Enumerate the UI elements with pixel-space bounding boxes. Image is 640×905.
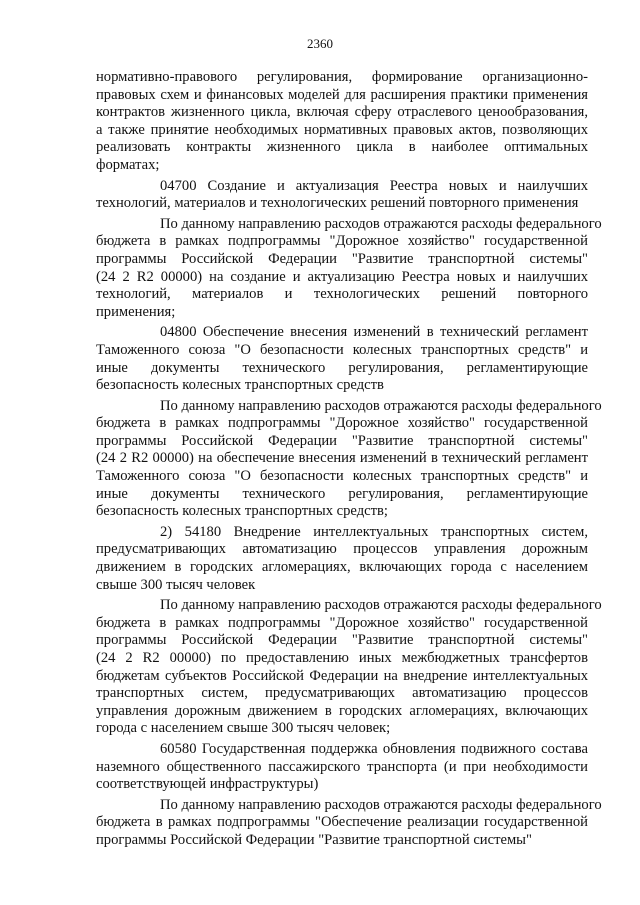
text-line: транспортных систем, предусматривающих автоматизацию процессов [96,685,588,702]
text-line: 04700 Создание и актуализация Реестра новых и наилучших [160,177,588,194]
text-line: бюджета в рамках подпрограммы "Обеспечение реализации государственной [96,814,588,831]
text-line: бюджета в рамках подпрограммы "Дорожное хозяйство" государственной [96,233,588,250]
text-line: 2) 54180 Внедрение интеллектуальных транспортных систем, [160,523,588,540]
paragraph [96,324,588,394]
paragraph [96,178,588,213]
text-line: соответствующей инфраструктуры) [96,776,319,793]
text-line: программы Российской Федерации "Развитие транспортной системы" [96,250,588,267]
text-line: бюджета в рамках подпрограммы "Дорожное хозяйство" государственной [96,614,588,631]
text-line: По данному направлению расходов отражаются расходы федерального [160,597,602,614]
text-line: 60580 Государственная поддержка обновления подвижного состава [160,740,588,757]
text-line: движением в городских агломерациях, включающих города с населением [96,559,588,576]
text-line: 04800 Обеспечение внесения изменений в технический регламент [160,324,588,341]
text-line: безопасность колесных транспортных средств [96,377,384,394]
text-line: управления дорожным движением в городских агломерациях, включающих [96,702,588,719]
text-line: Таможенного союза "О безопасности колесных транспортных средств" и [96,468,588,485]
page-number: 2360 [307,36,333,51]
paragraph [96,215,602,322]
text-line: реализовать контракты жизненного цикла в наиболее оптимальных [96,139,588,156]
text-line: предусматривающих автоматизацию процессов управления дорожным [96,541,588,558]
paragraph [96,69,588,175]
text-line: иные документы технического регулирования, регламентирующие [96,359,588,376]
text-line: программы Российской Федерации "Развитие транспортной системы" [96,632,588,649]
text-line: наземного общественного пассажирского транспорта (и при необходимости [96,758,588,775]
text-line: (24 2 R2 00000) по предоставлению иных межбюджетных трансфертов [96,650,588,666]
text-line: (24 2 R2 00000) на обеспечение внесения изменений в технический регламент [96,450,588,467]
text-line: Таможенного союза "О безопасности колесных транспортных средств" и [96,341,588,358]
text-line: По данному направлению расходов отражаются расходы федерального [160,215,602,232]
text-line: города с населением свыше 300 тысяч человек; [96,720,391,737]
text-line: программы Российской Федерации "Развитие транспортной системы" [96,432,588,449]
text-line: По данному направлению расходов отражаются расходы федерального [160,397,602,414]
paragraph [96,741,588,794]
text-line: иные документы технического регулирования, регламентирующие [96,485,588,502]
text-line: По данному направлению расходов отражаются расходы федерального [160,796,602,813]
text-line: технологий, материалов и технологических решений повторного применения [96,195,579,212]
text-line: нормативно-правового регулирования, формирование организационно- [96,69,588,85]
paragraph [96,397,602,521]
text-line: применения; [96,303,176,320]
text-line: бюджетам субъектов Российской Федерации на внедрение интеллектуальных [96,667,588,684]
document-body [96,69,602,850]
text-line: контрактов жизненного цикла, включая сферу отраслевого ценообразования, [96,104,588,121]
text-line: безопасность колесных транспортных средств; [96,503,388,520]
text-line: а также принятие необходимых нормативных правовых актов, позволяющих [96,121,588,138]
text-line: правовых схем и финансовых моделей для расширения практики применения [96,86,588,103]
text-line: программы Российской Федерации "Развитие транспортной системы" [96,831,532,848]
paragraph [96,524,588,594]
text-line: бюджета в рамках подпрограммы "Дорожное хозяйство" государственной [96,415,588,432]
text-line: технологий, материалов и технологических решений повторного [96,286,588,303]
paragraph [96,796,602,850]
text-line: форматах; [96,156,160,173]
text-line: свыше 300 тысяч человек [96,576,256,593]
text-line: (24 2 R2 00000) на создание и актуализацию Реестра новых и наилучших [96,268,588,285]
paragraph [96,597,602,738]
